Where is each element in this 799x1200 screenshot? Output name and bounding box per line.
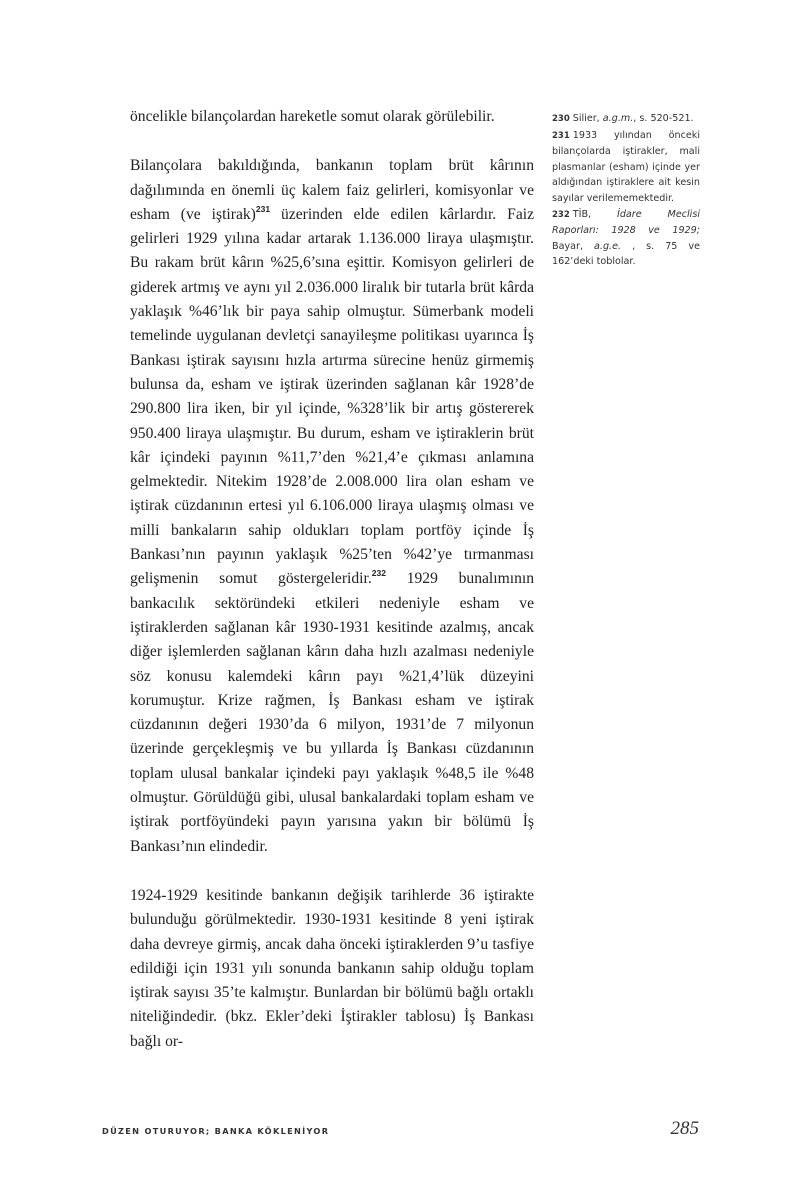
- footnote-number: 232: [552, 209, 570, 220]
- footnote-reference[interactable]: 232: [371, 568, 386, 579]
- footnote: [552, 128, 700, 207]
- page-number: 285: [670, 1118, 699, 1139]
- footnote-text: , s. 75 ve 162’deki toblolar.: [552, 240, 700, 268]
- body-paragraph: [130, 154, 534, 859]
- footnote-text: Silier,: [572, 113, 603, 124]
- body-text: 1924-1929 kesitinde bankanın değişik tarihlerde 36 iştirakte bulunduğu görülmektedir. 1930-1931 kesitinde 8 yeni iştirak daha devreye girmiş, ancak daha önceki iştiraklerden 9’u tasfiye edildiği için 1931 yılı sonunda bankanın sahip olduğu toplam iştirak sayısı 35’te kalmıştır. Bunlardan bir bölümü bağlı ortaklı niteliğindedir. (bkz. Ekler’deki İştirakler tablosu) İş Bankası bağlı or-: [130, 886, 534, 1050]
- footnote-italic-text: İdare Meclisi Raporları: 1928 ve 1929;: [552, 208, 700, 237]
- footnote-text: Bayar,: [552, 240, 595, 252]
- footnote-number: 231: [552, 130, 570, 141]
- running-head: DÜZEN OTURUYOR; BANKA KÖKLENİYOR: [102, 1126, 330, 1136]
- footnote-italic-text: a.g.e.: [594, 240, 622, 252]
- footnote: [552, 111, 700, 128]
- body-text: öncelikle bilançolardan hareketle somut olarak görülebilir.: [130, 108, 495, 125]
- body-text: Bilançolara bakıldığında, bankanın toplam brüt kârının dağılımında en önemli üç kalem faiz gelirleri, komisyonlar ve esham (ve iştirak): [130, 157, 534, 223]
- body-text: üzerinden elde edilen kârlardır. Faiz gelirleri 1929 yılına kadar artarak 1.136.000 liraya ulaşmıştır. Bu rakam brüt kârın %25,6’sına eşittir. Komisyon gelirleri de giderek artmış ve aynı yıl 2.036.000 liralık bir tutarla brüt kârda yaklaşık %46’lık bir paya sahip olmuştur. Sümerbank modeli temelinde uygulanan devletçi sanayileşme politikası uyarınca İş Bankası iştirak sayısını hızla artırma sürecine henüz girmemiş bulunsa da, esham ve iştirak üzerinden sağlanan kâr 1928’de 290.800 lira iken, bir yıl içinde, %328’lik bir artış göstererek 950.400 liraya ulaşmıştır. Bu durum, esham ve iştiraklerin brüt kâr içindeki payının %11,7’den %21,4’e çıkması anlamına gelmektedir. Nitekim 1928’de 2.008.000 lira olan esham ve iştirak cüzdanının ertesi yıl 6.106.000 liraya ulaşmış olması ve milli bankaların sahip oldukları toplam portföy içinde İş Bankası’nın payının yaklaşık %25’ten %42’ye tırmanması gelişmenin somut göstergeleridir.: [130, 205, 534, 588]
- footnote-number: 230: [552, 114, 570, 124]
- footnote-text: , s. 520-521.: [633, 113, 694, 124]
- footnote-text: TİB,: [572, 208, 617, 220]
- body-text: 1929 bunalımının bankacılık sektöründeki etkileri nedeniyle esham ve iştiraklerden sağlanan kâr 1930-1931 kesitinde azalmış, ancak diğer işlemlerden sağlanan kârın daha hızlı azalması nedeniyle söz konusu kalemdeki kârın payı %21,4’lük düzeyini korumuştur. Krize rağmen, İş Bankası esham ve iştirak cüzdanının değeri 1930’da 6 milyon, 1931’de 7 milyonun üzerinde gerçekleşmiş ve bu yıllarda İş Bankası cüzdanının toplam ulusal bankalar içindeki payı yaklaşık %48,5 ile %48 olmuştur. Görüldüğü gibi, ulusal bankalardaki toplam esham ve iştirak portföyündeki payın yarısına yakın bir bölümü İş Bankası’nın elindedir.: [130, 570, 534, 855]
- body-paragraph: [130, 884, 534, 1054]
- footnote: [552, 207, 700, 270]
- footnotes-column: [552, 111, 700, 270]
- main-text-column: [130, 105, 534, 1054]
- footnote-reference[interactable]: 231: [255, 203, 271, 214]
- footnote-text: 1933 yılından önceki bilançolarda iştirakler, mali plasmanlar (esham) içinde yer aldığından iştiraklere ait kesin sayılar verilememektedir.: [552, 129, 700, 204]
- footnote-italic-text: a.g.m.: [602, 113, 634, 124]
- body-paragraph: [130, 105, 534, 129]
